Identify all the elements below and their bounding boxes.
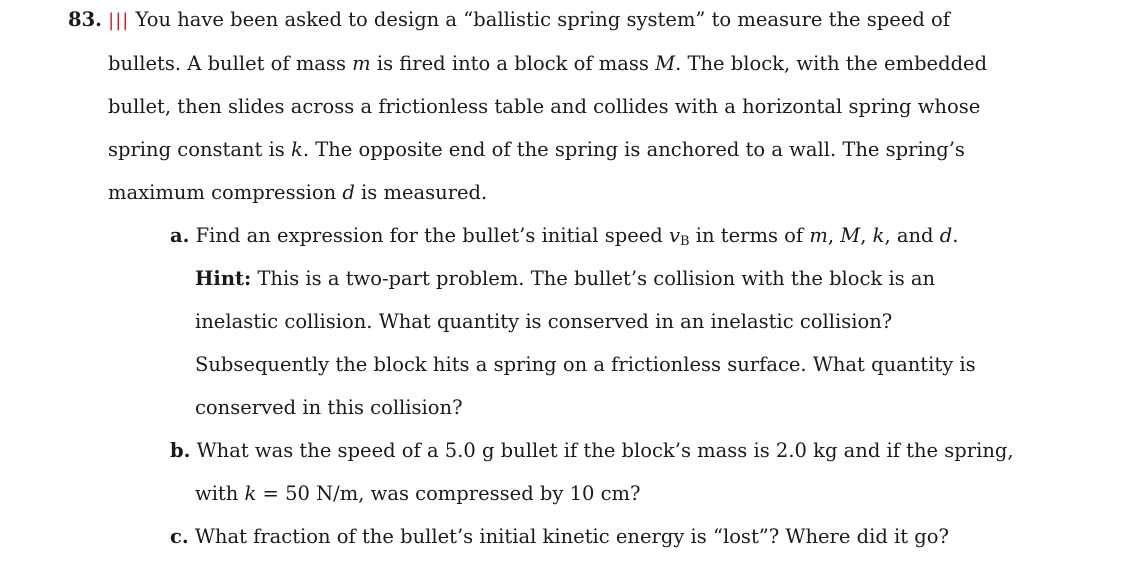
- part-a-first: [170, 224, 958, 254]
- intro-line-1: bullets. A bullet of mass m is fired into a block of mass M. The block, with the embedded: [108, 52, 988, 75]
- part-b-line-0: What was the speed of a 5.0 g bullet if the block’s mass is 2.0 kg and if the spring,: [196, 439, 1014, 462]
- part-a-line-2: inelastic collision. What quantity is conserved in an inelastic collision?: [195, 310, 893, 333]
- difficulty-marker: |||: [108, 10, 130, 31]
- problem-header: [68, 8, 950, 33]
- math-symbol: v: [668, 224, 681, 247]
- part-a-line-0: Find an expression for the bullet’s initial speed $v_B$ in terms of m, M, k, and d.: [195, 224, 959, 249]
- part-c-line-0: What fraction of the bullet’s initial kinetic energy is “lost”? Where did it go?: [194, 525, 949, 548]
- intro-line-0: You have been asked to design a “ballistic spring system” to measure the speed of: [135, 8, 950, 31]
- math-symbol: Hint:: [195, 267, 252, 290]
- math-symbol: m: [352, 52, 371, 75]
- math-symbol: d: [939, 224, 953, 247]
- math-symbol: d: [342, 181, 355, 204]
- math-symbol: M: [655, 52, 676, 75]
- part-a-line-3: Subsequently the block hits a spring on a frictionless surface. What quantity is: [195, 353, 976, 376]
- math-symbol: B: [680, 234, 690, 249]
- part-a-line-4: conserved in this collision?: [195, 396, 463, 419]
- intro-line-4: maximum compression d is measured.: [108, 181, 488, 204]
- math-symbol: k: [872, 224, 885, 247]
- math-symbol: k: [291, 138, 303, 161]
- intro-line-3: spring constant is k. The opposite end of the spring is anchored to a wall. The spring’s: [108, 138, 965, 161]
- part-c-first: [170, 525, 949, 549]
- part-b-first: [170, 439, 1014, 463]
- part-a-line-1: Hint: This is a two-part problem. The bullet’s collision with the block is an: [195, 267, 936, 290]
- intro-line-2: bullet, then slides across a frictionless table and collides with a horizontal spring whose: [108, 95, 981, 118]
- math-symbol: m: [809, 224, 828, 247]
- math-symbol: k: [244, 482, 257, 505]
- problem-number: 83.: [68, 8, 102, 31]
- part-b-label: b.: [170, 439, 191, 462]
- part-a-label: a.: [170, 224, 190, 247]
- part-c-label: c.: [170, 525, 189, 548]
- math-symbol: M: [840, 224, 861, 247]
- part-b-line-1: with k = 50 N/m, was compressed by 10 cm?: [195, 482, 641, 505]
